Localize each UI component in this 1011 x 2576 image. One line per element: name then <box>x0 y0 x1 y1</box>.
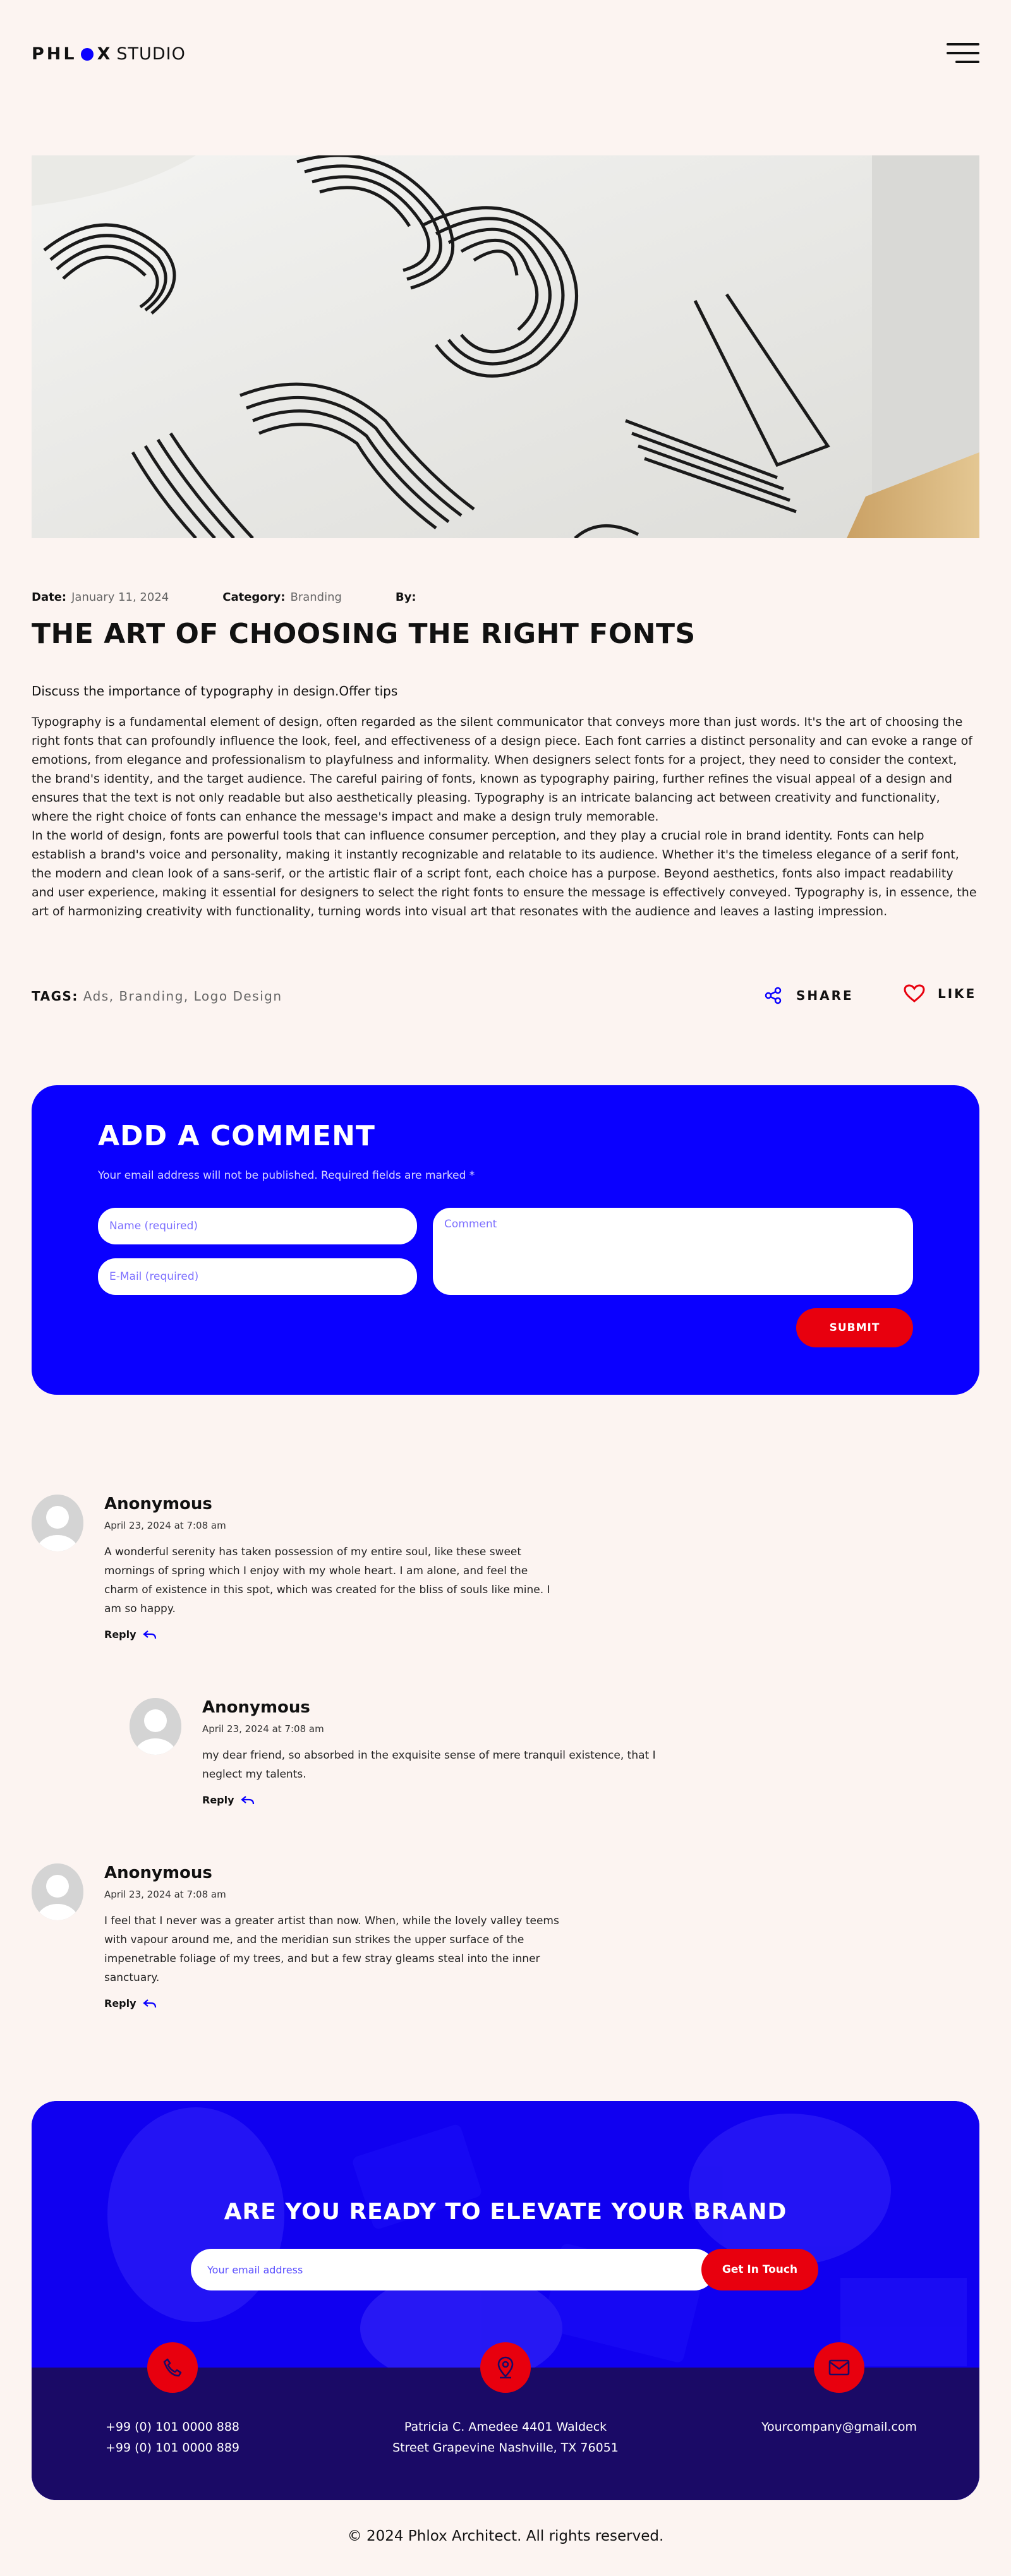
logo-studio-text: STUDIO <box>116 44 186 64</box>
comment-form-note: Your email address will not be published. Required fields are marked * <box>98 1169 475 1182</box>
mail-icon <box>814 2342 864 2393</box>
post-author <box>396 591 416 604</box>
post-intro: Discuss the importance of typography in design.Offer tips <box>32 683 398 699</box>
tag-link[interactable]: Branding <box>119 989 184 1004</box>
hero-image <box>32 155 979 538</box>
share-button[interactable] <box>765 987 854 1004</box>
avatar-placeholder-icon <box>32 1495 83 1551</box>
address-line: Patricia C. Amedee 4401 Waldeck <box>404 2420 607 2434</box>
footer-copyright: © 2024 Phlox Architect. All rights reserved. <box>347 2528 664 2544</box>
phone-number[interactable]: +99 (0) 101 0000 889 <box>105 2441 240 2455</box>
date-label: Date: <box>32 591 67 604</box>
comment-author: Anonymous <box>202 1698 310 1717</box>
logo-text-left: PHL <box>32 44 77 64</box>
contact-email <box>713 2417 966 2438</box>
comment-date: April 23, 2024 at 7:08 am <box>202 1723 324 1735</box>
avatar <box>32 1863 83 1920</box>
avatar <box>32 1495 83 1551</box>
reply-button[interactable] <box>202 1794 255 1806</box>
post-title: THE ART OF CHOOSING THE RIGHT FONTS <box>32 618 696 650</box>
comment-item-reply <box>130 1698 698 1812</box>
reply-icon <box>143 1630 157 1640</box>
comment-item <box>32 1863 600 2015</box>
category-label: Category: <box>222 591 286 604</box>
contact-bar <box>32 2368 979 2500</box>
phone-icon <box>147 2342 198 2393</box>
email-address[interactable]: Yourcompany@gmail.com <box>761 2420 917 2434</box>
avatar-placeholder-icon <box>32 1863 83 1920</box>
comment-text: A wonderful serenity has taken possession of my entire soul, like these sweet mornings of spring which I enjoy with my whole heart. I am alone, and feel the charm of existence in this spot, which was created for the bliss of souls like mine. I am so happy. <box>104 1546 550 1615</box>
like-label: LIKE <box>938 986 977 1001</box>
tag-link[interactable]: Logo Design <box>193 989 282 1004</box>
email-input[interactable] <box>98 1258 417 1295</box>
avatar-placeholder-icon <box>130 1698 181 1755</box>
reply-icon <box>143 1999 157 2009</box>
contact-address <box>379 2417 632 2459</box>
hamburger-menu-icon[interactable] <box>947 43 979 64</box>
comment-form-title: ADD A COMMENT <box>98 1120 375 1152</box>
logo-dot-icon <box>81 48 94 61</box>
reply-label: Reply <box>202 1794 234 1806</box>
post-paragraph: Typography is a fundamental element of design, often regarded as the silent communicator that conveys more than just words. It's the art of choosing the right fonts that can profoundly influence the look, feel, and effectiveness of a design piece. Each font carries a distinct personality and can evoke a range of emotions, from elegance and professionalism to playfulness and informality. When designers select fonts for a project, they need to consider the context, the brand's identity, and the target audience. The careful pairing of fonts, known as typography pairing, further refines the visual appeal of a design and ensures that the text is not only readable but also aesthetically pleasing. Typography is an intricate balancing act between creativity and functionality, where the right choice of fonts can enhance the message's impact and make a design truly memorable. <box>32 715 972 824</box>
comment-item <box>32 1495 600 1646</box>
address-line: Street Grapevine Nashville, TX 76051 <box>392 2441 619 2455</box>
comment-form <box>32 1085 979 1395</box>
submit-button[interactable]: SUBMIT <box>796 1308 913 1347</box>
reply-label: Reply <box>104 1628 136 1640</box>
comment-date: April 23, 2024 at 7:08 am <box>104 1889 226 1900</box>
date-value: January 11, 2024 <box>71 591 169 604</box>
name-input[interactable] <box>98 1208 417 1244</box>
share-label: SHARE <box>796 988 854 1003</box>
get-in-touch-button[interactable]: Get In Touch <box>701 2249 818 2290</box>
post-date <box>32 591 169 604</box>
comment-text: I feel that I never was a greater artist than now. When, while the lovely valley teems with vapour around me, and the meridian sun strikes the upper surface of the impenetrable foliage of my trees, and but a few stray gleams steal into the inner sanctuary. <box>104 1915 559 1984</box>
post-paragraph: In the world of design, fonts are powerful tools that can influence consumer perception, and they play a crucial role in brand identity. Fonts can help establish a brand's voice and personality, making it instantly recognizable and relatable to its audience. Whether it's the timeless elegance of a serif font, the modern and clean look of a sans-serif, or the artistic flair of a script font, each choice has a purpose. Beyond aesthetics, fonts also impact readability and user experience, making it essential for designers to select the right fonts to ensure the message is effectively conveyed. Typography is, in essence, the art of harmonizing creativity with functionality, turning words into visual art that resonates with the audience and leaves a lasting impression. <box>32 829 977 918</box>
contact-phone <box>46 2417 299 2459</box>
cta-title: ARE YOU READY TO ELEVATE YOUR BRAND <box>224 2199 787 2225</box>
reply-icon <box>241 1795 255 1805</box>
tag-link[interactable]: Ads <box>83 989 109 1004</box>
post-category <box>222 591 342 604</box>
reply-button[interactable] <box>104 1997 157 2009</box>
share-icon <box>765 987 782 1004</box>
location-pin-icon <box>480 2342 531 2393</box>
reply-button[interactable] <box>104 1628 157 1640</box>
comment-author: Anonymous <box>104 1863 212 1882</box>
logo-text-right: X <box>97 44 113 64</box>
comment-text: my dear friend, so absorbed in the exquisite sense of mere tranquil existence, that I neglect my talents. <box>202 1749 656 1781</box>
like-button[interactable] <box>904 984 976 1003</box>
avatar <box>130 1698 181 1755</box>
reply-label: Reply <box>104 1997 136 2009</box>
comment-date: April 23, 2024 at 7:08 am <box>104 1520 226 1531</box>
tags-label: TAGS: <box>32 989 78 1004</box>
by-label: By: <box>395 591 416 604</box>
cta-section <box>32 2101 979 2500</box>
heart-icon <box>904 984 925 1003</box>
comment-author: Anonymous <box>104 1495 212 1514</box>
comment-textarea[interactable] <box>433 1208 913 1295</box>
post-meta <box>32 591 470 604</box>
post-body <box>32 713 979 921</box>
post-tags: TAGS: Ads, Branding, Logo Design <box>32 989 282 1004</box>
phone-number[interactable]: +99 (0) 101 0000 888 <box>105 2420 240 2434</box>
site-logo[interactable] <box>32 44 186 64</box>
cta-email-input[interactable] <box>191 2249 715 2290</box>
category-value[interactable]: Branding <box>290 591 342 604</box>
